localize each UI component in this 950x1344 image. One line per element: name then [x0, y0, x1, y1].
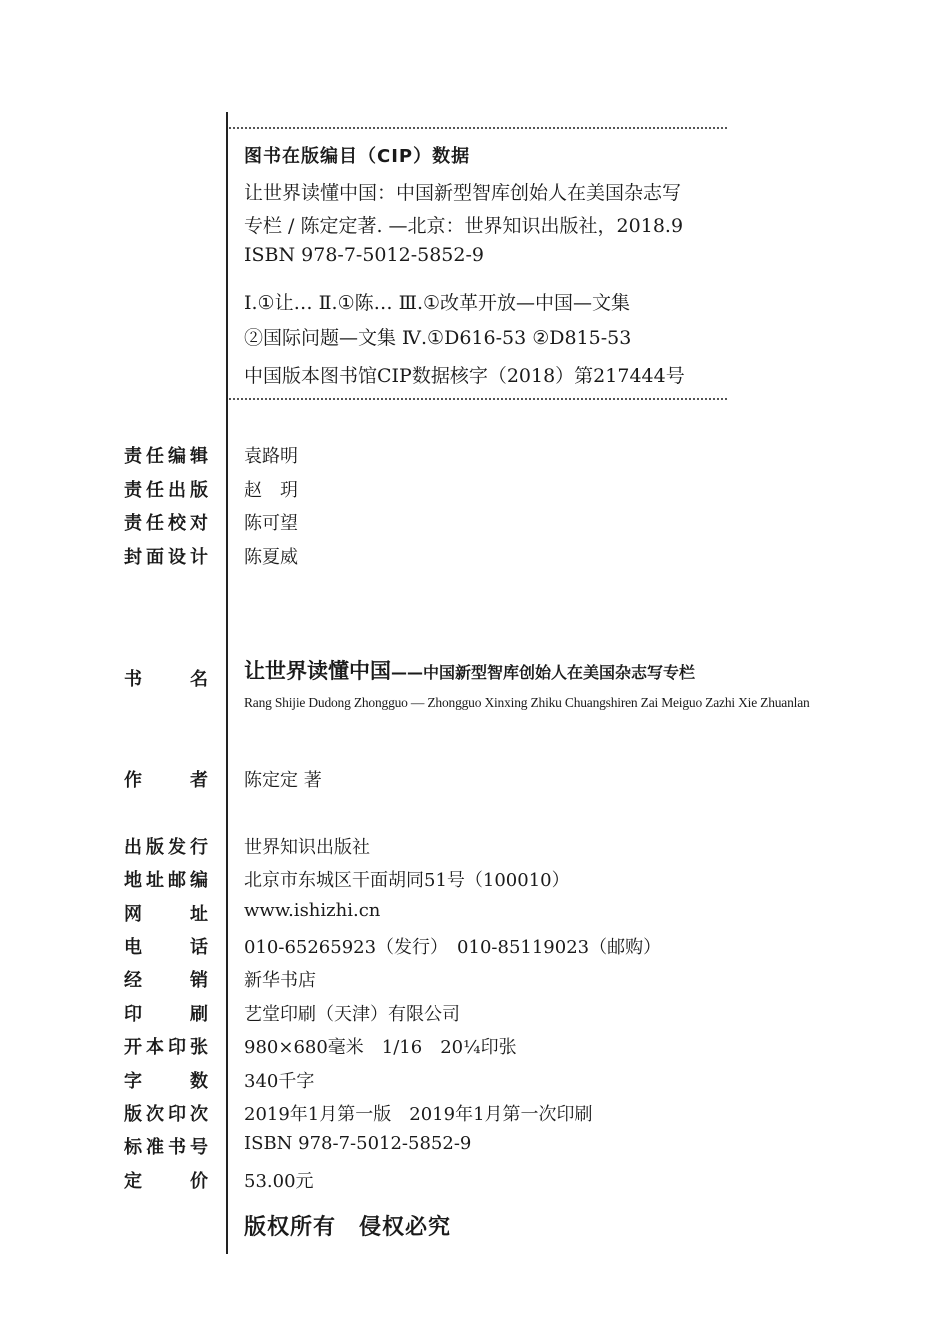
book-title-pinyin: Rang Shijie Dudong Zhongguo — Zhongguo Xinxing Zhiku Chuangshiren Zai Meiguo Zazhi Xie Zhuanlan [244, 695, 810, 710]
author-value: 陈定定 著 [244, 770, 322, 791]
copyright-notice: 版权所有 侵权必究 [244, 1215, 452, 1240]
vertical-rule [226, 112, 228, 1254]
title-label: 书名 [124, 669, 208, 690]
detail-label: 印刷 [124, 1004, 208, 1025]
detail-label: 定价 [124, 1171, 208, 1192]
detail-value: 世界知识出版社 [244, 837, 370, 858]
detail-label: 标准书号 [124, 1137, 208, 1158]
book-title [244, 655, 695, 685]
detail-value: 北京市东城区干面胡同51号（100010） [244, 870, 570, 891]
cip-line-5: ②国际问题—文集 Ⅳ.①D616-53 ②D815-53 [244, 327, 632, 349]
detail-value: ISBN 978-7-5012-5852-9 [244, 1133, 472, 1154]
detail-value: 53.00元 [244, 1171, 314, 1192]
staff-label: 责任编辑 [124, 446, 208, 467]
detail-value: www.ishizhi.cn [244, 900, 381, 921]
detail-label: 开本印张 [124, 1037, 208, 1058]
cip-bottom-dotted-rule [229, 398, 727, 400]
detail-value: 艺堂印刷（天津）有限公司 [244, 1004, 460, 1025]
staff-label: 责任出版 [124, 480, 208, 501]
detail-label: 出版发行 [124, 837, 208, 858]
detail-label: 电话 [124, 937, 208, 958]
cip-line-6: 中国版本图书馆CIP数据核字（2018）第217444号 [244, 365, 685, 387]
book-title-main: 让世界读懂中国 [244, 659, 391, 683]
detail-label: 网址 [124, 904, 208, 925]
detail-value: 340千字 [244, 1071, 315, 1092]
cip-heading: 图书在版编目（CIP）数据 [244, 146, 471, 167]
staff-label: 封面设计 [124, 547, 208, 568]
detail-value: 010-65265923（发行） 010-85119023（邮购） [244, 937, 662, 958]
staff-value: 袁路明 [244, 446, 298, 467]
detail-label: 经销 [124, 970, 208, 991]
cip-line-3: ISBN 978-7-5012-5852-9 [244, 244, 484, 266]
detail-label: 字数 [124, 1071, 208, 1092]
staff-label: 责任校对 [124, 513, 208, 534]
detail-value: 新华书店 [244, 970, 316, 991]
cip-line-4: Ⅰ.①让… Ⅱ.①陈… Ⅲ.①改革开放—中国—文集 [244, 292, 631, 314]
cip-top-dotted-rule [229, 127, 727, 129]
staff-value: 赵 玥 [244, 480, 298, 501]
cip-line-2: 专栏 / 陈定定著. —北京：世界知识出版社，2018.9 [244, 215, 684, 237]
staff-value: 陈夏威 [244, 547, 298, 568]
cip-line-1: 让世界读懂中国：中国新型智库创始人在美国杂志写 [244, 182, 682, 204]
book-title-subtitle: ——中国新型智库创始人在美国杂志写专栏 [391, 663, 696, 682]
detail-label: 地址邮编 [124, 870, 208, 891]
detail-label: 版次印次 [124, 1104, 208, 1125]
detail-value: 980×680毫米 1/16 20¼印张 [244, 1037, 517, 1058]
staff-value: 陈可望 [244, 513, 298, 534]
author-label: 作者 [124, 770, 208, 791]
detail-value: 2019年1月第一版 2019年1月第一次印刷 [244, 1104, 593, 1125]
